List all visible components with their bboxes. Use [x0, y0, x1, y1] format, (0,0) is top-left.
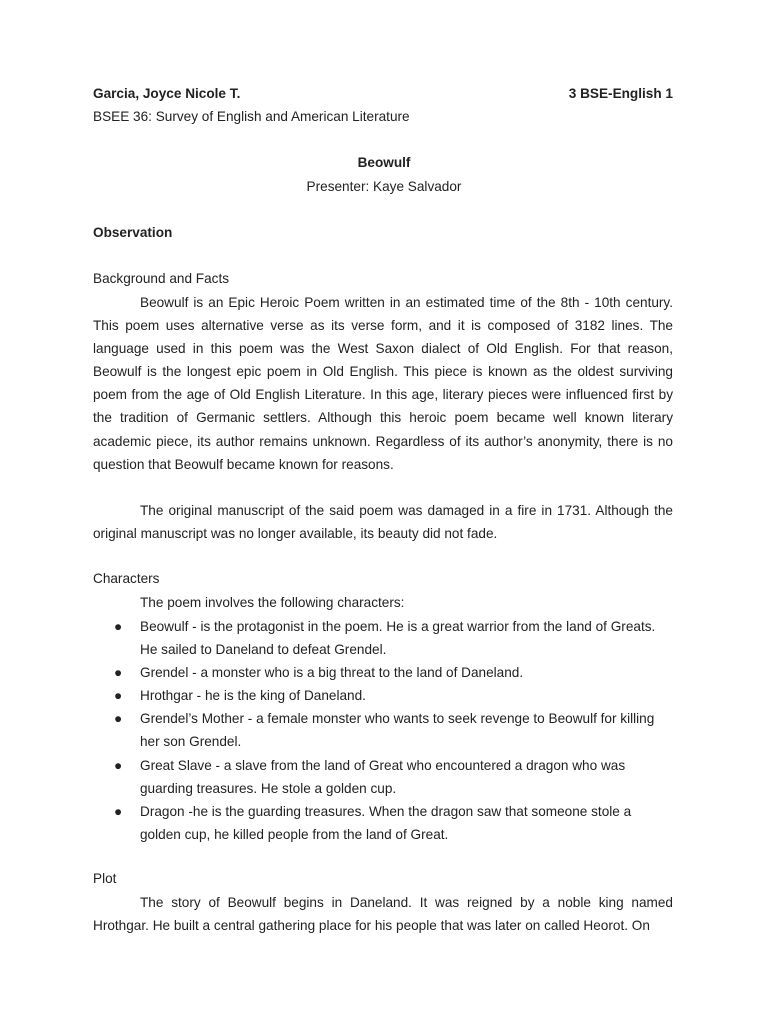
bullet-icon: ●: [114, 688, 123, 704]
bullet-icon: ●: [114, 665, 123, 681]
characters-intro: The poem involves the following characters:: [140, 595, 405, 610]
characters-heading: Characters: [93, 571, 160, 586]
course-title: BSEE 36: Survey of English and American Literature: [93, 109, 410, 124]
character-entry: Grendel’s Mother - a female monster who wants to seek revenge to Beowulf for killing her son Grendel.: [140, 711, 655, 750]
plot-heading: Plot: [93, 871, 117, 886]
bullet-icon: ●: [114, 711, 123, 727]
list-item: [93, 800, 673, 846]
list-item: [93, 754, 673, 800]
character-entry: Dragon -he is the guarding treasures. When the dragon saw that someone stole a golden cup, he killed people from the land of Great.: [140, 803, 632, 842]
list-item: [93, 661, 673, 684]
header-row: [93, 86, 673, 101]
presenter-line: Presenter: Kaye Salvador: [306, 179, 462, 194]
character-entry: Hrothgar - he is the king of Daneland.: [140, 688, 366, 704]
observation-heading: Observation: [93, 225, 173, 240]
bullet-icon: ●: [114, 757, 123, 773]
document-title: Beowulf: [357, 155, 411, 170]
author-name: Garcia, Joyce Nicole T.: [93, 86, 241, 101]
list-item: [93, 684, 673, 707]
character-entry: Beowulf - is the protagonist in the poem. He is a great warrior from the land of Greats. He sailed to Daneland to defeat Grendel.: [140, 619, 656, 658]
list-item: [93, 615, 673, 661]
background-heading: Background and Facts: [93, 271, 230, 286]
background-paragraph-1: Beowulf is an Epic Heroic Poem written in an estimated time of the 8th - 10th century. This poem uses alternative verse as its verse form, and it is composed of 3182 lines. The language used in this poem was the West Saxon dialect of Old English. For that reason, Beowulf is the longest epic poem in Old English. This piece is known as the oldest surviving poem from the age of Old English Literature. In this age, literary pieces were influenced first by the tradition of Germanic settlers. Although this heroic poem became well known literary academic piece, its author remains unknown. Regardless of its author’s anonymity, there is no question that Beowulf became known for reasons.: [93, 295, 673, 472]
plot-paragraph-1: The story of Beowulf begins in Daneland. It was reigned by a noble king named Hrothgar. He built a central gathering place for his people that was later on called Heorot. On: [93, 895, 673, 934]
characters-list: [93, 615, 673, 846]
bullet-icon: ●: [114, 619, 123, 634]
class-section: 3 BSE-English 1: [568, 86, 673, 101]
list-item: [93, 707, 673, 753]
background-paragraph-2: The original manuscript of the said poem was damaged in a fire in 1731. Although the original manuscript was no longer available, its beauty did not fade.: [93, 503, 673, 542]
bullet-icon: ●: [114, 803, 123, 819]
character-entry: Great Slave - a slave from the land of Great who encountered a dragon who was guarding treasures. He stole a golden cup.: [140, 757, 626, 796]
character-entry: Grendel - a monster who is a big threat to the land of Daneland.: [140, 665, 524, 681]
